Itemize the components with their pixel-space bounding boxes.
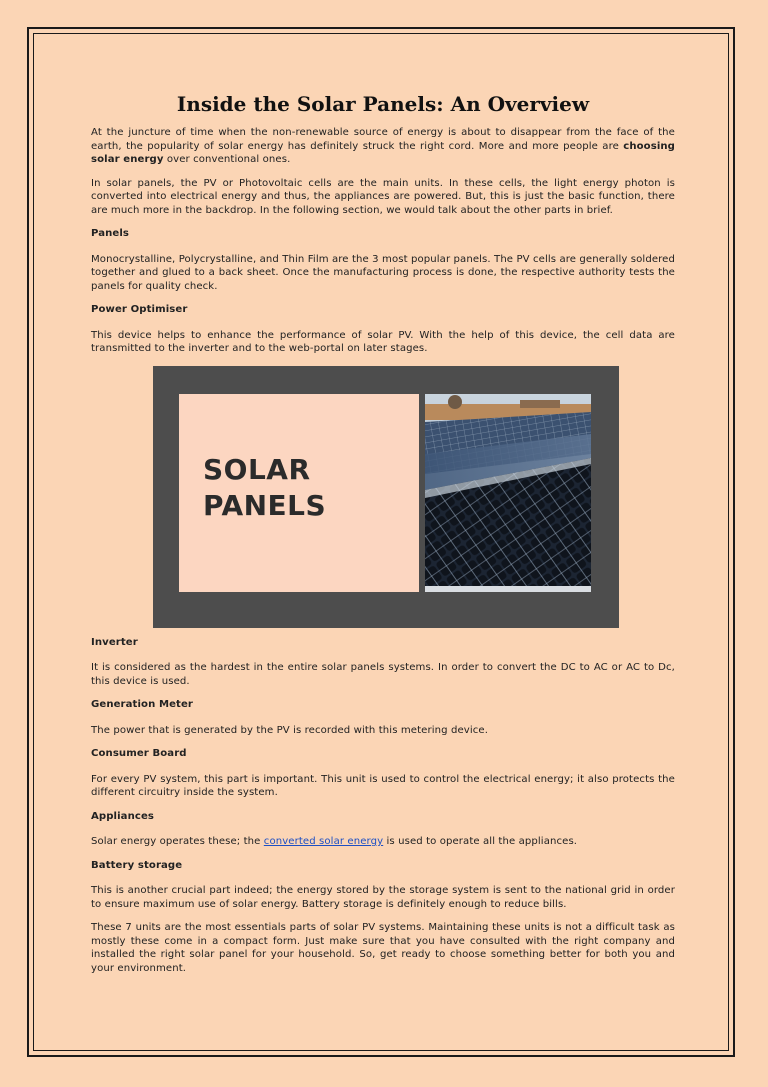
battery-heading: Battery storage [91,859,183,871]
consumer-heading: Consumer Board [91,748,187,759]
solar-panels-figure [153,366,619,628]
meter-heading: Generation Meter [91,699,194,710]
panels-heading: Panels [91,228,130,239]
figure-label-box [179,394,419,592]
figure-title: SOLAR PANELS [203,452,327,522]
intro-paragraph: At the juncture of time when the non-renewable source of energy is about to disappear from the face of the earth, the popularity of solar energy has definitely struck the right cord. More and more people are choosing solar energy over conventional ones. [91,127,675,165]
battery-paragraph: This is another crucial part indeed; the energy stored by the storage system is sent to the national grid in order to ensure maximum use of solar energy. Battery storage is definitely enough to reduce bills. [91,885,675,910]
consumer-paragraph: For every PV system, this part is important. This unit is used to control the electrical energy; it also protects the different circuitry inside the system. [91,773,675,798]
optimiser-paragraph: This device helps to enhance the performance of solar PV. With the help of this device, the cell data are transmitted to the inverter and to the web-portal on later stages. [91,329,675,354]
appliances-paragraph: Solar energy operates these; the converted solar energy is used to operate all the appliances. [91,836,578,847]
document-title: Inside the Solar Panels: An Overview [176,92,590,116]
inverter-paragraph: It is considered as the hardest in the entire solar panels systems. In order to convert the DC to AC or AC to Dc, this device is used. [91,662,675,687]
panels-paragraph: Monocrystalline, Polycrystalline, and Thin Film are the 3 most popular panels. The PV cells are generally soldered together and glued to a back sheet. Once the manufacturing process is done, the respective authority tests the panels for quality check. [91,253,675,292]
document-body [91,92,675,985]
converted-solar-energy-link[interactable]: converted solar energy [263,836,384,847]
meter-paragraph: The power that is generated by the PV is recorded with this metering device. [91,724,489,736]
appliances-heading: Appliances [91,810,155,822]
solar-panel-photo [425,394,591,592]
intro-emphasis: choosing solar energy [91,140,675,165]
solar-panel-photo-graphic [425,394,591,592]
pv-cells-paragraph: In solar panels, the PV or Photovoltaic cells are the main units. In these cells, the light energy photon is converted into electrical energy and thus, the appliances are powered. But, this is just the basic function, there are much more in the backdrop. In the following section, we would talk about the other parts in brief. [91,177,675,216]
closing-paragraph: These 7 units are the most essentials parts of solar PV systems. Maintaining these units is not a difficult task as mostly these come in a compact form. Just make sure that you have consulted with the right company and installed the right solar panel for your household. So, get ready to choose something better for both you and your environment. [91,922,675,974]
optimiser-heading: Power Optimiser [91,304,188,315]
inverter-heading: Inverter [91,636,138,648]
